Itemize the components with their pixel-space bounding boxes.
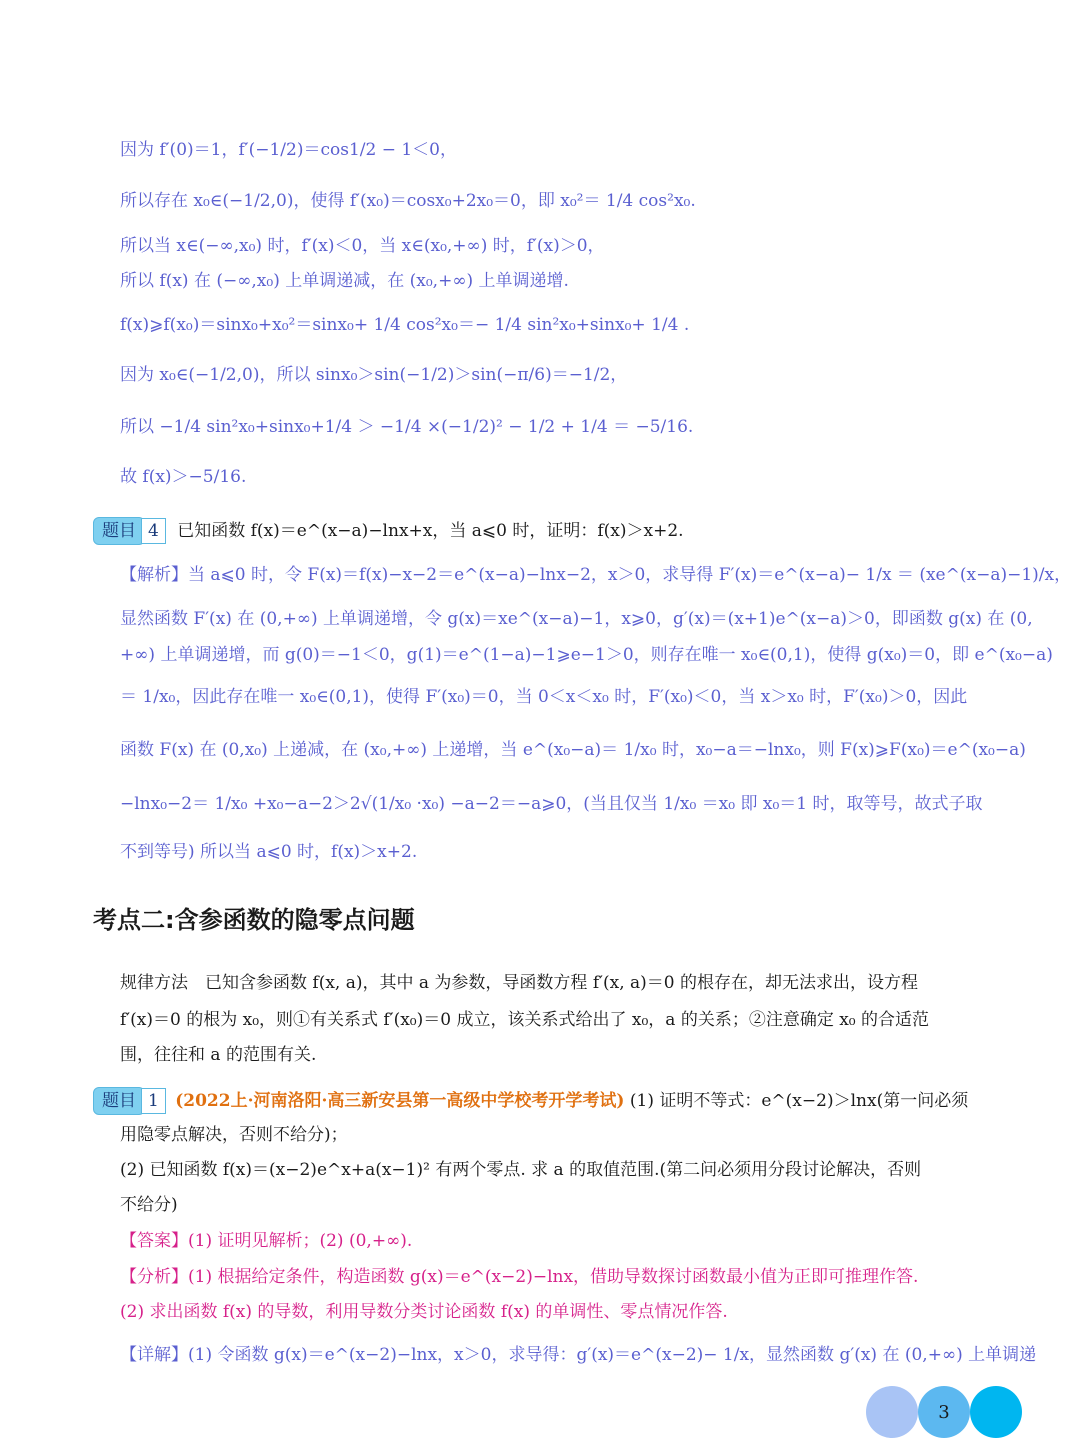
problem-4-stem-row xyxy=(93,517,684,545)
solution-line-1: 【解析】当 a⩽0 时，令 F(x)＝f(x)−x−2＝e^(x−a)−lnx−2，x＞0，求导得 F′(x)＝e^(x−a)− 1/x ＝ (xe^(x−a)−1)/x， xyxy=(120,565,1072,585)
page-number: 3 xyxy=(938,1401,950,1423)
solution-line-3: +∞) 上单调递增，而 g(0)＝−1＜0，g(1)＝e^(1−a)−1⩾e−1＞0，则存在唯一 x₀∈(0,1)，使得 g(x₀)＝0，即 e^(x₀−a) xyxy=(120,645,1053,665)
page-circle-middle xyxy=(918,1386,970,1438)
answer-line: 【答案】(1) 证明见解析；(2) (0,+∞). xyxy=(120,1231,413,1251)
solution-line-6: −lnx₀−2＝ 1/x₀ +x₀−a−2＞2√(1/x₀ ·x₀) −a−2＝−a⩾0，(当且仅当 1/x₀ ＝x₀ 即 x₀＝1 时，取等号，故式子取 xyxy=(120,794,983,814)
solution-line-4: ＝ 1/x₀，因此存在唯一 x₀∈(0,1)，使得 F′(x₀)＝0，当 0＜x＜x₀ 时，F′(x₀)＜0，当 x＞x₀ 时，F′(x₀)＞0，因此 xyxy=(120,687,968,707)
derivation-line-1: 因为 f′(0)＝1，f′(−1/2)＝cos1/2 − 1＜0， xyxy=(120,140,457,160)
solution-line-7: 不到等号) 所以当 a⩽0 时，f(x)＞x+2. xyxy=(120,842,418,862)
detail-line: 【详解】(1) 令函数 g(x)＝e^(x−2)−lnx，x＞0，求导得：g′(x)＝e^(x−2)− 1/x，显然函数 g′(x) 在 (0,+∞) 上单调递 xyxy=(120,1345,1037,1365)
problem-1-stem-part1: (1) 证明不等式：e^(x−2)＞lnx(第一问必须 xyxy=(629,1091,969,1111)
problem-1-stem-row xyxy=(93,1087,968,1115)
derivation-line-5: f(x)⩾f(x₀)＝sinx₀+x₀²＝sinx₀+ 1/4 cos²x₀＝− 1/4 sin²x₀+sinx₀+ 1/4 . xyxy=(120,315,690,335)
solution-line-2: 显然函数 F′(x) 在 (0,+∞) 上单调递增，令 g(x)＝xe^(x−a)−1，x⩾0，g′(x)＝(x+1)e^(x−a)＞0，即函数 g(x) 在 (0, xyxy=(120,609,1033,629)
derivation-line-4: 所以 f(x) 在 (−∞,x₀) 上单调递减，在 (x₀,+∞) 上单调递增. xyxy=(120,271,569,291)
derivation-line-8: 故 f(x)＞−5/16. xyxy=(120,467,247,487)
solution-line-5: 函数 F(x) 在 (0,x₀) 上递减，在 (x₀,+∞) 上递增，当 e^(x₀−a)＝ 1/x₀ 时，x₀−a＝−lnx₀，则 F(x)⩾F(x₀)＝e^(x₀−a) xyxy=(120,740,1026,760)
derivation-line-6: 因为 x₀∈(−1/2,0)，所以 sinx₀＞sin(−1/2)＞sin(−π/6)＝−1/2， xyxy=(120,365,628,385)
method-line-2: f′(x)＝0 的根为 x₀，则①有关系式 f′(x₀)＝0 成立，该关系式给出了 x₀，a 的关系；②注意确定 x₀ 的合适范 xyxy=(120,1010,930,1030)
problem-1-stem-line-2: 用隐零点解决，否则不给分)； xyxy=(120,1125,348,1145)
problem-badge: 题目 xyxy=(93,1087,145,1115)
analysis-line-2: (2) 求出函数 f(x) 的导数，利用导数分类讨论函数 f(x) 的单调性、零点情况作答. xyxy=(120,1302,728,1322)
problem-badge: 题目 xyxy=(93,517,145,545)
method-line-3: 围，往往和 a 的范围有关. xyxy=(120,1045,317,1065)
page-circle-right xyxy=(970,1386,1022,1438)
problem-1-stem-line-4: 不给分) xyxy=(120,1195,178,1215)
problem-1-stem-line-3: (2) 已知函数 f(x)＝(x−2)e^x+a(x−1)² 有两个零点. 求 a 的取值范围.(第二问必须用分段讨论解决，否则 xyxy=(120,1160,922,1180)
problem-4-stem: 已知函数 f(x)＝e^(x−a)−lnx+x，当 a⩽0 时，证明：f(x)＞x+2. xyxy=(177,521,684,541)
problem-number: 4 xyxy=(141,518,166,544)
derivation-line-7: 所以 −1/4 sin²x₀+sinx₀+1/4 ＞ −1/4 ×(−1/2)² − 1/2 + 1/4 ＝ −5/16. xyxy=(120,417,694,437)
derivation-line-3: 所以当 x∈(−∞,x₀) 时，f′(x)＜0，当 x∈(x₀,+∞) 时，f′(x)＞0， xyxy=(120,236,605,256)
problem-number: 1 xyxy=(141,1088,166,1114)
analysis-line-1: 【分析】(1) 根据给定条件，构造函数 g(x)＝e^(x−2)−lnx，借助导数探讨函数最小值为正即可推理作答. xyxy=(120,1267,919,1287)
problem-source: (2022上·河南洛阳·高三新安县第一高级中学校考开学考试) xyxy=(175,1091,625,1111)
method-line-1: 规律方法 已知含参函数 f(x, a)，其中 a 为参数，导函数方程 f′(x, a)＝0 的根存在，却无法求出，设方程 xyxy=(120,973,919,993)
derivation-line-2: 所以存在 x₀∈(−1/2,0)，使得 f′(x₀)＝cosx₀+2x₀＝0，即 x₀²＝ 1/4 cos²x₀. xyxy=(120,191,696,211)
page-circle-left xyxy=(866,1386,918,1438)
section-heading: 考点二:含参函数的隐零点问题 xyxy=(93,906,415,934)
